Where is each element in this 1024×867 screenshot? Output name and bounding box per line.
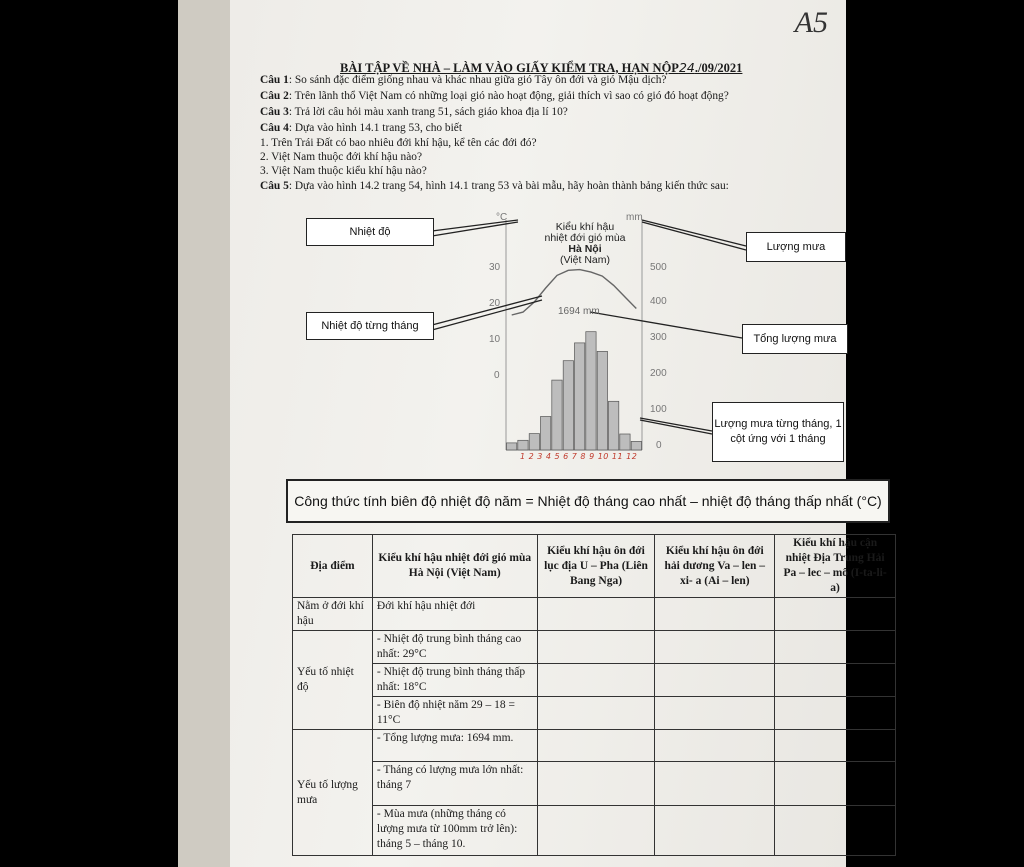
right-tick: 300 bbox=[650, 332, 667, 343]
rain-bar bbox=[597, 351, 607, 450]
sub-question-2: 2. Việt Nam thuộc đới khí hậu nào? bbox=[260, 151, 423, 163]
row-label-zone: Nằm ở đới khí hậu bbox=[293, 598, 373, 631]
rain-bar bbox=[563, 361, 573, 450]
callout-leader-line bbox=[640, 420, 712, 434]
rain-bar bbox=[586, 332, 596, 450]
row-label-temperature: Yếu tố nhiệt độ bbox=[293, 631, 373, 730]
cell-rain-season: - Mùa mưa (những tháng có lượng mưa từ 100mm trở lên): tháng 5 – tháng 10. bbox=[372, 806, 537, 856]
rain-bar bbox=[529, 434, 539, 450]
cell-rain-max-month: - Tháng có lượng mưa lớn nhất: tháng 7 bbox=[372, 762, 537, 806]
rain-bar bbox=[518, 440, 528, 450]
knowledge-table bbox=[292, 534, 896, 856]
empty-cell bbox=[775, 631, 896, 664]
due-rest: ./09/2021 bbox=[694, 61, 743, 75]
rain-bar bbox=[541, 417, 551, 451]
callout-leader-line bbox=[432, 300, 542, 330]
empty-cell bbox=[775, 697, 896, 730]
empty-cell bbox=[537, 631, 655, 664]
empty-cell bbox=[775, 730, 896, 762]
empty-cell bbox=[775, 762, 896, 806]
chart-title: Kiểu khí hậu nhiệt đới gió mùa Hà Nội (Việt Nam) bbox=[544, 221, 626, 266]
table-row bbox=[293, 697, 896, 730]
table-row bbox=[293, 664, 896, 697]
formula-box: Công thức tính biên độ nhiệt độ năm = Nhiệt độ tháng cao nhất – nhiệt độ tháng thấp nhất (°C) bbox=[286, 479, 890, 523]
rain-bar bbox=[631, 441, 641, 450]
rain-bar bbox=[575, 343, 585, 450]
photo-frame bbox=[178, 0, 887, 867]
empty-cell bbox=[537, 664, 655, 697]
empty-cell bbox=[655, 631, 775, 664]
cell-zone-hanoi: Đới khí hậu nhiệt đới bbox=[372, 598, 537, 631]
empty-cell bbox=[775, 664, 896, 697]
left-tick: 30 bbox=[489, 262, 501, 273]
empty-cell bbox=[655, 664, 775, 697]
rain-bar bbox=[620, 434, 630, 450]
left-tick: 0 bbox=[494, 370, 500, 381]
empty-cell bbox=[537, 762, 655, 806]
callout-monthly-temperature: Nhiệt độ từng tháng bbox=[306, 312, 434, 340]
header-location: Địa điểm bbox=[293, 535, 373, 598]
callout-leader-line bbox=[642, 222, 746, 250]
empty-cell bbox=[655, 762, 775, 806]
table-row bbox=[293, 598, 896, 631]
empty-cell bbox=[537, 697, 655, 730]
header-palermo: Kiểu khí hậu cận nhiệt Địa Trung Hải Pa – lec – mô (I-ta-li-a) bbox=[775, 535, 896, 598]
rain-bar bbox=[507, 443, 517, 450]
empty-cell bbox=[537, 730, 655, 762]
empty-cell bbox=[775, 598, 896, 631]
table-row bbox=[293, 762, 896, 806]
right-axis-unit: mm bbox=[626, 212, 643, 223]
right-tick: 0 bbox=[656, 440, 662, 451]
right-tick: 400 bbox=[650, 296, 667, 307]
cell-rain-total: - Tổng lượng mưa: 1694 mm. bbox=[372, 730, 537, 762]
header-valentia: Kiểu khí hậu ôn đới hải dương Va – len – xi- a (Ai – len) bbox=[655, 535, 775, 598]
cell-temp-range: - Biên độ nhiệt năm 29 – 18 = 11°C bbox=[372, 697, 537, 730]
worksheet-paper bbox=[230, 0, 887, 867]
total-rainfall-label: 1694 mm bbox=[558, 306, 600, 317]
row-label-rainfall: Yếu tố lượng mưa bbox=[293, 730, 373, 856]
sub-question-3: 3. Việt Nam thuộc kiểu khí hậu nào? bbox=[260, 165, 427, 177]
corner-mark: A5 bbox=[794, 6, 828, 39]
question-2: Câu 2: Trên lãnh thổ Việt Nam có những loại gió nào hoạt động, giải thích vì sao có gió đó hoạt động? bbox=[260, 90, 729, 102]
callout-leader-line bbox=[642, 220, 746, 246]
empty-cell bbox=[655, 598, 775, 631]
callout-temperature: Nhiệt độ bbox=[306, 218, 434, 246]
callout-rainfall: Lượng mưa bbox=[746, 232, 846, 262]
question-4: Câu 4: Dựa vào hình 14.1 trang 53, cho biết bbox=[260, 122, 463, 134]
right-tick: 500 bbox=[650, 262, 667, 273]
empty-cell bbox=[655, 697, 775, 730]
question-5: Câu 5: Dựa vào hình 14.2 trang 54, hình 14.1 trang 53 và bài mẫu, hãy hoàn thành bảng kiến thức sau: bbox=[260, 180, 729, 192]
table-row bbox=[293, 806, 896, 856]
left-tick: 10 bbox=[489, 334, 501, 345]
right-tick: 200 bbox=[650, 368, 667, 379]
title-text: BÀI TẬP VỀ NHÀ – LÀM VÀO GIẤY KIỂM TRA, HẠN NỘP bbox=[340, 61, 679, 75]
due-day: 24 bbox=[678, 60, 695, 75]
table-row bbox=[293, 730, 896, 762]
rain-bar bbox=[552, 380, 562, 450]
month-labels: 1 2 3 4 5 6 7 8 9 10 11 12 bbox=[520, 452, 638, 461]
cell-temp-max: - Nhiệt độ trung bình tháng cao nhất: 29°C bbox=[372, 631, 537, 664]
underlying-notebook-page bbox=[178, 0, 231, 867]
empty-cell bbox=[537, 598, 655, 631]
cell-temp-min: - Nhiệt độ trung bình tháng thấp nhất: 18°C bbox=[372, 664, 537, 697]
empty-cell bbox=[655, 806, 775, 856]
header-hanoi: Kiểu khí hậu nhiệt đới gió mùa Hà Nội (Việt Nam) bbox=[372, 535, 537, 598]
table-header-row bbox=[293, 535, 896, 598]
empty-cell bbox=[537, 806, 655, 856]
question-3: Câu 3: Trả lời câu hỏi màu xanh trang 51, sách giáo khoa địa lí 10? bbox=[260, 106, 568, 118]
callout-monthly-rainfall: Lượng mưa từng tháng, 1 cột ứng với 1 tháng bbox=[712, 402, 844, 462]
question-1: Câu 1: So sánh đặc điểm giống nhau và khác nhau giữa gió Tây ôn đới và gió Mậu dịch? bbox=[260, 74, 667, 86]
right-tick: 100 bbox=[650, 404, 667, 415]
callout-total-rainfall: Tổng lượng mưa bbox=[742, 324, 848, 354]
header-ufa: Kiểu khí hậu ôn đới lục địa U – Pha (Liên Bang Nga) bbox=[537, 535, 655, 598]
empty-cell bbox=[775, 806, 896, 856]
callout-leader-line bbox=[640, 418, 712, 431]
climate-chart bbox=[270, 212, 842, 474]
sub-question-1: 1. Trên Trái Đất có bao nhiêu đới khí hậu, kể tên các đới đó? bbox=[260, 137, 537, 149]
table-row bbox=[293, 631, 896, 664]
empty-cell bbox=[655, 730, 775, 762]
rain-bar bbox=[609, 401, 619, 450]
left-axis-unit: °C bbox=[496, 212, 508, 223]
left-tick: 20 bbox=[489, 298, 501, 309]
